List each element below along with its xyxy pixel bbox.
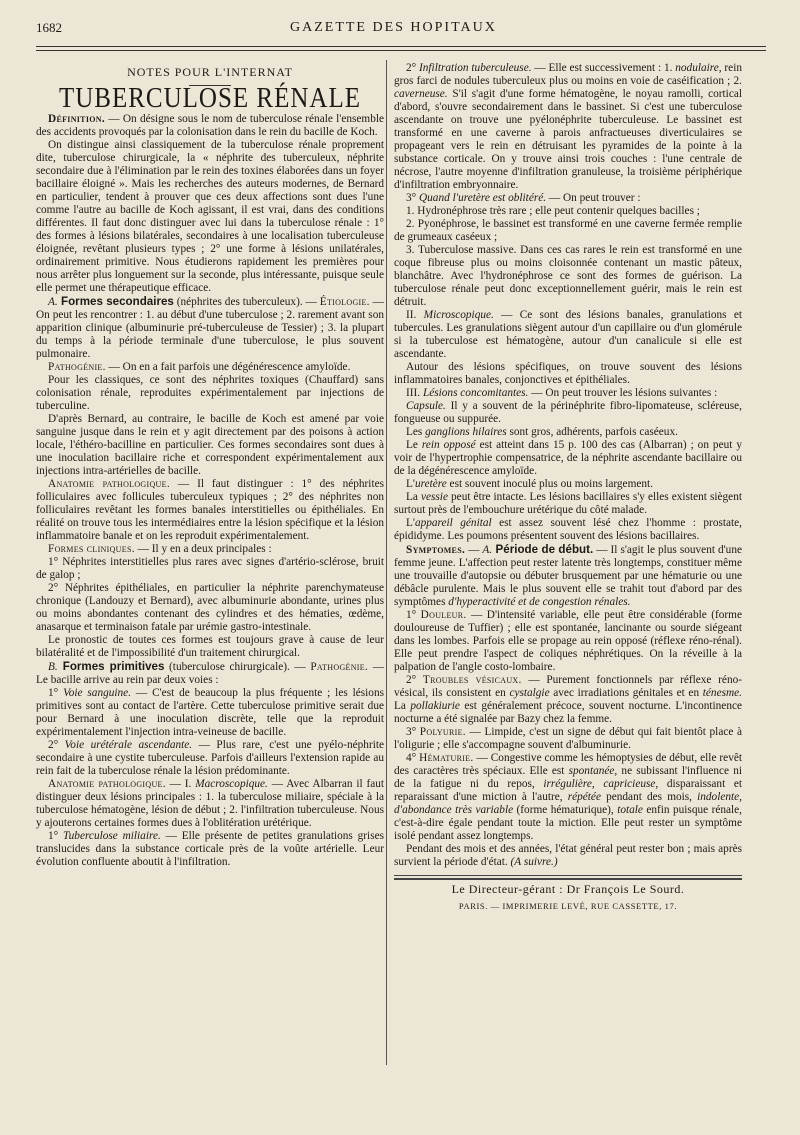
- paragraph-appareil-genital: L'appareil génital est assez souvent lésé chez l'homme : prostate, épididyme. Les poumons présentent souvent des lésions bacillaires.: [394, 517, 742, 542]
- printer-imprint: PARIS. — IMPRIMERIE LEVÉ, RUE CASSETTE, 17.: [458, 901, 678, 911]
- paragraph-fc1: 1° Néphrites interstitielles plus rares avec signes d'artério-sclérose, bruit de galop ;: [36, 556, 384, 581]
- column-divider: [386, 60, 387, 1065]
- paragraph-anatomie-2: Anatomie pathologique. — I. Macroscopique. — Avec Albarran il faut distinguer deux lésions principales : 1. la tuberculose miliaire, spéciale à la tuberculose hématogène, lésion de début ; 2. l'infiltration tuberculeuse. Nous y ajouterons certaines formes dues à l'oblitération urétérique.: [36, 778, 385, 829]
- paragraph-symptomes: Symptomes. — A. Période de début. — Il s'agit le plus souvent d'une femme jeune. L'affection peut rester latente très longtemps, constituer même une trouvaille d'autopsie ou débuter brusquement par une hématurie ou une débâcle purulente. Mais le plus souvent elle se trahit tout d'abord par des symptômes d'hyperactivité et de congestion rénales.: [394, 543, 742, 608]
- subheading-formes-primitives: B. Formes primitives (tuberculose chirurgicale). — Pathogénie. — Le bacille arrive au rein par deux voies :: [36, 660, 384, 686]
- paragraph-fc2: 2° Néphrites épithéliales, en particulier la néphrite parenchymateuse chronique (Landouzy et Bernard), avec albuminurie abondante, urines plus ou moins abondantes contenant des cylindres et des hématies, œdème, anasarque et terminaison fatale par urémie gastro-intestinale.: [36, 582, 384, 633]
- paragraph-microscopique: II. Microscopique. — Ce sont des lésions banales, granulations et tubercules. Les granulations siègent autour d'un capillaire ou d'un glomérule si la tuberculose est hématogène, autour d'un canalicule si elle est ascendante.: [394, 309, 742, 360]
- paragraph-anatomie: Anatomie pathologique. — Il faut distinguer : 1° des néphrites folliculaires avec follicules tuberculeux typiques ; 2° des néphrites non folliculaires revêtant les formes banales interstitielles ou épithéliales. En réalité on trouve tous les intermédiaires entre la lésion spécifique et la lésion inflammatoire banale et on les reproduit expérimentalement.: [36, 478, 384, 542]
- paragraph-capsule: Capsule. Il y a souvent de la périnéphrite fibro-lipomateuse, scléreuse, fongueuse ou suppurée.: [394, 400, 742, 425]
- paragraph-ganglions: Les ganglions hilaires sont gros, adhérents, parfois caséeux.: [406, 426, 678, 438]
- paragraph-uo1: 1. Hydronéphrose très rare ; elle peut contenir quelques bacilles ;: [406, 205, 700, 217]
- paragraph-miliaire: 1° Tuberculose miliaire. — Elle présente de petites granulations grises translucides dans la substance corticale près de la voûte artérielle. Leur évolution confluente aboutit à l'infiltration.: [36, 830, 384, 868]
- footer-rule-thick: [394, 878, 742, 880]
- article-title: TUBERCULOSE RÉNALE: [58, 82, 362, 115]
- paragraph-vessie: La vessie peut être intacte. Les lésions bacillaires s'y elles existent siègent surtout près de l'embouchure urétérique du côté malade.: [394, 491, 742, 516]
- paragraph-lesions-concomitantes: III. Lésions concomitantes. — On peut trouver les lésions suivantes :: [406, 387, 718, 399]
- paragraph-autour: Autour des lésions spécifiques, on trouve souvent des lésions inflammatoires banales, conjonctives et épithéliales.: [394, 361, 742, 386]
- paragraph-classiques: Pour les classiques, ce sont des néphrites toxiques (Chauffard) sans colonisation rénale, reproduites expérimentalement par injections de tuberculine.: [36, 374, 384, 412]
- page-number: 1682: [36, 20, 62, 35]
- paragraph-polyurie: 3° Polyurie. — Limpide, c'est un signe de début qui fait bientôt place à l'oligurie ; elle s'accompagne souvent d'albuminurie.: [394, 726, 742, 751]
- header-rule: [36, 46, 766, 47]
- paragraph-rein-oppose: Le rein opposé est atteint dans 15 p. 100 des cas (Albarran) ; on peut y voir de l'hypertrophie compensatrice, de la néphrite ascendante bacillaire ou de la dégénérescence amyloïde.: [394, 439, 742, 477]
- paragraph-pronostic: Le pronostic de toutes ces formes est toujours grave à cause de leur bilatéralité et de l'impossibilité d'un traitement chirurgical.: [36, 634, 384, 659]
- paragraph-formes-cliniques: Formes cliniques. — Il y en a deux principales :: [48, 543, 272, 555]
- paragraph-bernard: D'après Bernard, au contraire, le bacille de Koch est amené par voie sanguine jusque dans le rein et y agit directement par des poisons à action locale, l'éthéro-bacilline en particulier. Ces formes secondaires sont dues à une inoculation bacillaire riche et correspondent expérimentalement aux injections intra-artérielles de bacille.: [36, 413, 384, 477]
- left-column: [36, 62, 384, 869]
- footer-rule: [394, 875, 742, 876]
- paragraph-intro: On distingue ainsi classiquement de la tuberculose rénale proprement dite, tuberculose chirurgicale, la « néphrite des tuberculeux, néphrite secondaire due à l'élimination par le rein des toxines élaborées dans un foyer bacillaire éloigné ». Mais les recherches des auteurs modernes, de Bernard en particulier, tendent à prouver que ces deux affections sont dues l'une comme l'autre au bacille de Koch agissant, il est vrai, dans des conditions différentes. Il faut donc distinguer avec lui dans la tuberculose rénale : 1° des formes à lésions bilatérales, secondaires à une localisation tuberculeuse éloignée, revêtant plusieurs types ; 2° une forme à lésions unilatérales, ordinairement primitive. Nous étudierons rapidement les premières pour nous arrêter plus longuement sur la seconde, plus intéressante, puisque seule elle permet une thérapeutique efficace.: [36, 139, 384, 294]
- paragraph-hematurie: 4° Hématurie. — Congestive comme les hémoptysies de début, elle revêt des caractères très spéciaux. Elle est spontanée, ne subissant l'influence ni de la fatigue ni du repos, irrégulière, capricieuse, disparaissant et reparaissant d'une miction à l'autre, répétée pendant des mois, indolente, d'abondance très variable (forme hématurique), totale enfin puisque rénale, c'est-à-dire égale pendant toute la miction. Elle peut rester un symptôme isolé pendant assez longtemps.: [394, 752, 742, 842]
- paragraph-troubles-vesicaux: 2° Troubles vésicaux. — Purement fonctionnels par réflexe réno-vésical, ils consistent en cystalgie avec irradiations génitales et en ténesme. La pollakiurie est généralement précoce, souvent nocturne. L'incontinence nocturne a été signalée par Bazy chez la femme.: [394, 674, 743, 725]
- director-manager: Le Directeur-gérant : Dr François Le Sourd.: [451, 882, 685, 896]
- paragraph-uo3: 3. Tuberculose massive. Dans ces cas rares le rein est transformé en une coque fibreuse plus ou moins cloisonnée contenant un mastic pâteux, blanchâtre. Avec l'hydronéphrose ce sont des formes de guérison. La tuberculose rénale peut donc exceptionnellement guérir, mais le rein est détruit.: [394, 244, 742, 308]
- to-be-continued: (A suivre.): [510, 856, 558, 868]
- paragraph-pendant: Pendant des mois et des années, l'état général peut rester bon ; mais après survient la période d'état. (A suivre.): [394, 843, 742, 868]
- paragraph-pathogenie: Pathogénie. — On en a fait parfois une dégénérescence amyloïde.: [48, 361, 351, 373]
- header-rule-double: [36, 50, 766, 51]
- paragraph-voie-sanguine: 1° Voie sanguine. — C'est de beaucoup la plus fréquente ; les lésions primitives sont au contact de l'artère. Cette tuberculose primitive serait due pour Bernard à une inoculation discrète, telle que la reproduit expérimentalement l'injection intra-veineuse de bacille.: [36, 687, 385, 738]
- subheading-formes-secondaires: A. Formes secondaires (néphrites des tuberculeux). — Étiologie. — On peut les rencontrer : 1. au début d'une tuberculose ; 2. rarement avant son apparition clinique (albuminurie pré-tuberculeuse de Tessier) ; 3. la plupart du temps à la période terminale d'une tuberculose, le plus souvent pulmonaire.: [36, 295, 384, 360]
- paragraph-definition: Définition. — On désigne sous le nom de tuberculose rénale l'ensemble des accidents provoqués par la colonisation dans le rein du bacille de Koch.: [36, 113, 384, 138]
- right-column: [394, 62, 742, 913]
- paragraph-voie-ureterale: 2° Voie urétérale ascendante. — Plus rare, c'est une pyélo-néphrite secondaire à une cystite tuberculeuse. Parfois d'ailleurs l'extension rapide au rein fait de la tuberculose rénale la lésion prédominante.: [36, 739, 384, 777]
- journal-title: GAZETTE DES HOPITAUX: [290, 20, 497, 35]
- page-header: [0, 18, 800, 48]
- paragraph-douleur: 1° Douleur. — D'intensité variable, elle peut être considérable (forme douloureuse de Tuffier) ; elle est spontanée, lancinante ou sourde siégeant dans les lombes. Parfois elle se propage au rein opposé (réflexe réno-rénal). Elle peut prendre l'aspect de coliques néphrétiques. On la réveille à la palpation de l'angle costo-lombaire.: [394, 609, 742, 673]
- paragraph-uretere-oblitere: 3° Quand l'uretère est oblitéré. — On peut trouver :: [406, 192, 641, 204]
- paragraph-infiltration: 2° Infiltration tuberculeuse. — Elle est successivement : 1. nodulaire, rein gros farci de nodules tuberculeux plus ou moins en voie de caséification ; 2. caverneuse. S'il s'agit d'une forme hématogène, le noyau ramolli, cortical d'abord, s'ouvre secondairement dans le bassinet. Si c'est une tuberculose ascendante on trouve une pyélonéphrite tuberculeuse. Le bassinet est transformé en une caverne à parois anfractueuses diverticulaires se propageant vers le rein en détruisant les pyramides de la pointe à la substance corticale. On y trouve ainsi trois couches : l'une centrale de nécrose, l'autre moyenne d'infiltration granuleuse, la troisième périphérique d'infiltration embryonnaire.: [394, 62, 742, 191]
- paragraph-uo2: 2. Pyonéphrose, le bassinet est transformé en une caverne fermée remplie de grumeaux caséeux ;: [394, 218, 742, 243]
- paragraph-uretere: L'uretère est souvent inoculé plus ou moins largement.: [406, 478, 653, 490]
- section-heading: NOTES POUR L'INTERNAT: [127, 65, 293, 79]
